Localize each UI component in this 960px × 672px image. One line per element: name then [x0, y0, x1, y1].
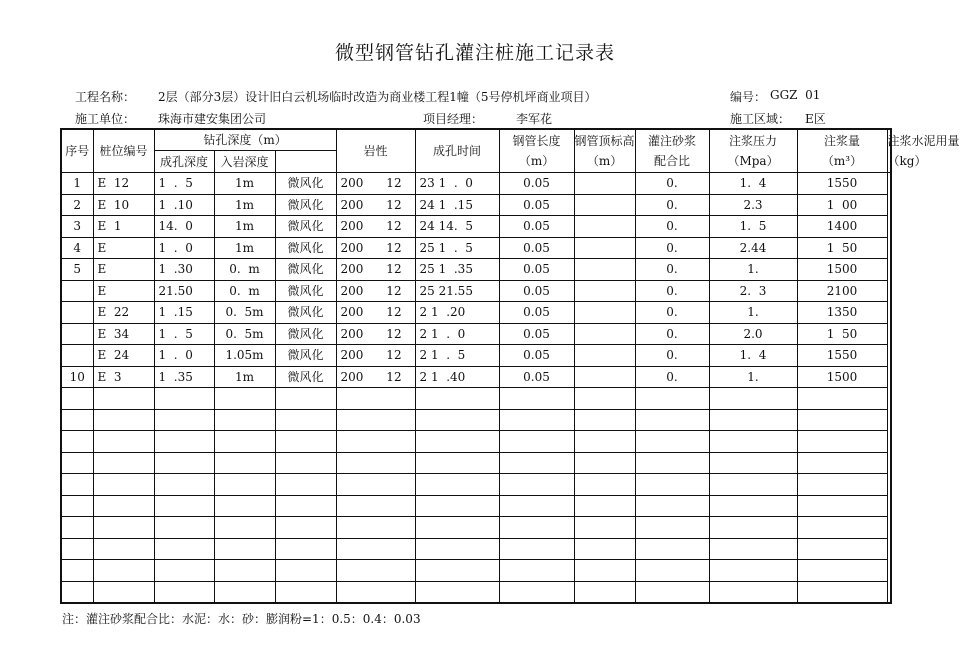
empty-cell	[214, 388, 275, 410]
cell-rock-depth: 1.05m	[214, 345, 275, 367]
cell-rock-type: 微风化	[275, 366, 336, 388]
header-pipe-length-line1: 钢管长度	[512, 134, 561, 148]
empty-cell	[154, 517, 214, 539]
table-row-empty	[61, 495, 891, 517]
cell-mortar-ratio	[574, 237, 635, 259]
cell-mortar-ratio	[574, 194, 635, 216]
empty-cell	[336, 431, 415, 453]
empty-cell	[275, 517, 336, 539]
table-row	[61, 216, 891, 238]
table-row	[61, 259, 891, 281]
empty-cell	[635, 474, 709, 496]
empty-cell	[709, 474, 797, 496]
empty-cell	[93, 431, 154, 453]
empty-cell	[336, 409, 415, 431]
cell-hole-depth: 1 .30	[154, 259, 214, 281]
empty-cell	[574, 495, 635, 517]
empty-cell	[93, 452, 154, 474]
cell-hole-time: 200 12	[336, 259, 415, 281]
empty-cell	[275, 431, 336, 453]
empty-cell	[336, 538, 415, 560]
empty-cell	[499, 495, 574, 517]
header-cement-line2: （kg）	[887, 154, 927, 168]
number-value: GGZ 01	[770, 88, 821, 102]
empty-cell	[574, 388, 635, 410]
cell-grout-volume: 2.0	[709, 323, 797, 345]
header-pipe-top-line1: 钢管顶标高	[574, 134, 635, 148]
empty-cell	[499, 581, 574, 603]
cell-hole-depth: 1 . 0	[154, 345, 214, 367]
footnote: 注：灌注砂浆配合比：水泥：水：砂：膨润粉=1：0.5：0.4：0.03	[62, 612, 421, 626]
empty-cell	[61, 409, 93, 431]
empty-cell	[93, 560, 154, 582]
empty-cell	[499, 452, 574, 474]
cell-mortar-ratio	[574, 216, 635, 238]
empty-cell	[275, 538, 336, 560]
cell-rock-type: 微风化	[275, 280, 336, 302]
empty-cell	[275, 452, 336, 474]
cell-pipe-top-elevation: 0.05	[499, 323, 574, 345]
empty-cell	[93, 581, 154, 603]
empty-cell	[275, 409, 336, 431]
empty-cell	[61, 560, 93, 582]
empty-cell	[154, 474, 214, 496]
empty-cell	[154, 560, 214, 582]
table-row-empty	[61, 452, 891, 474]
empty-cell	[635, 495, 709, 517]
header-seq: 序号	[61, 129, 93, 173]
cell-pipe-length: 23 1 . 0	[415, 173, 499, 195]
cell-hole-time: 200 12	[336, 366, 415, 388]
empty-cell	[336, 388, 415, 410]
cell-seq	[61, 302, 93, 324]
cell-seq: 5	[61, 259, 93, 281]
table-row-empty	[61, 581, 891, 603]
table-row-empty	[61, 560, 891, 582]
empty-cell	[635, 517, 709, 539]
cell-grout-pressure: 0.	[635, 323, 709, 345]
empty-cell	[499, 431, 574, 453]
empty-cell	[574, 581, 635, 603]
cell-hole-depth: 1 . 5	[154, 173, 214, 195]
header-rock-type: 岩性	[336, 129, 415, 173]
empty-cell	[61, 495, 93, 517]
cell-hole-time: 200 12	[336, 302, 415, 324]
cell-pipe-length: 25 1 . 5	[415, 237, 499, 259]
cell-hole-time: 200 12	[336, 323, 415, 345]
empty-cell	[797, 581, 887, 603]
cell-seq: 3	[61, 216, 93, 238]
table-row-empty	[61, 474, 891, 496]
empty-cell	[275, 388, 336, 410]
empty-cell	[415, 560, 499, 582]
empty-cell	[214, 452, 275, 474]
cell-cement-amount: 1500	[797, 366, 887, 388]
table-row	[61, 237, 891, 259]
table-row	[61, 173, 891, 195]
empty-cell	[709, 409, 797, 431]
cell-grout-pressure: 0.	[635, 173, 709, 195]
header-mortar-ratio	[635, 129, 709, 173]
cell-hole-time: 200 12	[336, 280, 415, 302]
empty-cell	[415, 388, 499, 410]
cell-rock-depth: 1m	[214, 237, 275, 259]
cell-grout-pressure: 0.	[635, 216, 709, 238]
empty-cell	[709, 388, 797, 410]
cell-pipe-length: 2 1 .20	[415, 302, 499, 324]
cell-rock-depth: 1m	[214, 173, 275, 195]
cell-rock-type: 微风化	[275, 237, 336, 259]
empty-cell	[214, 495, 275, 517]
cell-grout-pressure: 0.	[635, 366, 709, 388]
empty-cell	[574, 474, 635, 496]
cell-mortar-ratio	[574, 302, 635, 324]
empty-cell	[415, 452, 499, 474]
empty-cell	[154, 538, 214, 560]
table-row-empty	[61, 517, 891, 539]
cell-grout-volume: 1. 4	[709, 345, 797, 367]
cell-cement-amount: 2100	[797, 280, 887, 302]
empty-cell	[499, 517, 574, 539]
table-row	[61, 194, 891, 216]
table-header-row	[61, 129, 891, 151]
empty-cell	[415, 474, 499, 496]
empty-cell	[93, 517, 154, 539]
cell-grout-volume: 2.3	[709, 194, 797, 216]
empty-cell	[61, 517, 93, 539]
empty-cell	[499, 409, 574, 431]
empty-cell	[574, 452, 635, 474]
empty-cell	[635, 431, 709, 453]
cell-seq	[61, 323, 93, 345]
cell-grout-pressure: 0.	[635, 280, 709, 302]
header-mortar-line1: 灌注砂浆	[648, 134, 697, 148]
header-pipe-top-line2: （m）	[586, 154, 623, 168]
cell-rock-depth: 0. 5m	[214, 302, 275, 324]
cell-grout-volume: 1.	[709, 302, 797, 324]
empty-cell	[574, 538, 635, 560]
header-mortar-line2: 配合比	[654, 154, 691, 168]
cell-pipe-top-elevation: 0.05	[499, 216, 574, 238]
project-manager-label: 项目经理：	[423, 112, 484, 126]
empty-cell	[797, 538, 887, 560]
cell-pipe-length: 25 21.55	[415, 280, 499, 302]
header-pile-number: 桩位编号	[93, 129, 154, 173]
empty-cell	[93, 474, 154, 496]
empty-cell	[709, 538, 797, 560]
empty-cell	[709, 517, 797, 539]
empty-cell	[797, 409, 887, 431]
cell-seq: 1	[61, 173, 93, 195]
empty-cell	[635, 560, 709, 582]
cell-rock-type: 微风化	[275, 194, 336, 216]
empty-cell	[61, 538, 93, 560]
cell-rock-depth: 0. 5m	[214, 323, 275, 345]
cell-pipe-top-elevation: 0.05	[499, 173, 574, 195]
empty-cell	[214, 409, 275, 431]
cell-pile-number: E 34	[93, 323, 154, 345]
cell-seq	[61, 345, 93, 367]
cell-pile-number: E	[93, 259, 154, 281]
cell-pipe-top-elevation: 0.05	[499, 194, 574, 216]
cell-mortar-ratio	[574, 259, 635, 281]
construction-unit-value: 珠海市建安集团公司	[158, 112, 267, 126]
cell-pipe-top-elevation: 0.05	[499, 280, 574, 302]
cell-grout-volume: 1. 4	[709, 173, 797, 195]
cell-pipe-top-elevation: 0.05	[499, 366, 574, 388]
empty-cell	[61, 388, 93, 410]
empty-cell	[214, 431, 275, 453]
table-row-empty	[61, 409, 891, 431]
cell-grout-volume: 1.	[709, 366, 797, 388]
cell-rock-type: 微风化	[275, 323, 336, 345]
table-row	[61, 280, 891, 302]
empty-cell	[709, 452, 797, 474]
empty-cell	[709, 431, 797, 453]
cell-pile-number: E 1	[93, 216, 154, 238]
empty-cell	[154, 409, 214, 431]
cell-mortar-ratio	[574, 173, 635, 195]
cell-pipe-length: 24 1 .15	[415, 194, 499, 216]
table-row-empty	[61, 388, 891, 410]
empty-cell	[336, 452, 415, 474]
header-grout-volume	[797, 129, 887, 173]
empty-cell	[635, 581, 709, 603]
empty-cell	[709, 581, 797, 603]
empty-cell	[499, 560, 574, 582]
header-drill-depth: 钻孔深度（m）	[154, 129, 336, 151]
cell-grout-volume: 1. 5	[709, 216, 797, 238]
cell-hole-depth: 1 . 5	[154, 323, 214, 345]
empty-cell	[415, 517, 499, 539]
header-hole-time: 成孔时间	[415, 129, 499, 173]
empty-cell	[415, 581, 499, 603]
page-title: 微型钢管钻孔灌注桩施工记录表	[334, 42, 615, 64]
empty-cell	[635, 409, 709, 431]
cell-rock-depth: 1m	[214, 366, 275, 388]
cell-rock-type: 微风化	[275, 259, 336, 281]
cell-cement-amount: 1350	[797, 302, 887, 324]
cell-hole-time: 200 12	[336, 216, 415, 238]
cell-pile-number: E 12	[93, 173, 154, 195]
cell-pile-number: E	[93, 237, 154, 259]
cell-seq: 2	[61, 194, 93, 216]
header-pipe-top-elevation	[574, 129, 635, 173]
empty-cell	[797, 474, 887, 496]
cell-mortar-ratio	[574, 323, 635, 345]
cell-mortar-ratio	[574, 280, 635, 302]
cell-pile-number: E 22	[93, 302, 154, 324]
cell-pipe-top-elevation: 0.05	[499, 302, 574, 324]
header-hole-depth: 成孔深度	[154, 151, 214, 173]
empty-cell	[61, 474, 93, 496]
cell-pipe-length: 2 1 . 5	[415, 345, 499, 367]
empty-cell	[415, 431, 499, 453]
project-manager-value: 李军花	[516, 112, 553, 126]
empty-cell	[635, 388, 709, 410]
cell-pile-number: E 3	[93, 366, 154, 388]
empty-cell	[797, 517, 887, 539]
empty-cell	[415, 538, 499, 560]
cell-pipe-length: 2 1 .40	[415, 366, 499, 388]
cell-pipe-top-elevation: 0.05	[499, 259, 574, 281]
empty-cell	[93, 495, 154, 517]
empty-cell	[499, 388, 574, 410]
empty-cell	[499, 474, 574, 496]
empty-cell	[275, 495, 336, 517]
empty-cell	[154, 495, 214, 517]
cell-cement-amount: 1500	[797, 259, 887, 281]
construction-record-table	[60, 128, 960, 604]
cell-rock-depth: 0. m	[214, 280, 275, 302]
empty-cell	[797, 560, 887, 582]
cell-hole-time: 200 12	[336, 345, 415, 367]
table-row-empty	[61, 431, 891, 453]
cell-hole-depth: 14. 0	[154, 216, 214, 238]
cell-seq: 4	[61, 237, 93, 259]
empty-cell	[574, 409, 635, 431]
empty-cell	[154, 388, 214, 410]
empty-cell	[797, 388, 887, 410]
empty-cell	[336, 474, 415, 496]
project-name-label: 工程名称：	[75, 90, 136, 104]
cell-pipe-top-elevation: 0.05	[499, 237, 574, 259]
empty-cell	[275, 474, 336, 496]
cell-seq	[61, 280, 93, 302]
construction-area-label: 施工区域：	[730, 112, 791, 126]
empty-cell	[61, 452, 93, 474]
table-row	[61, 323, 891, 345]
cell-hole-depth: 1 . 0	[154, 237, 214, 259]
empty-cell	[214, 474, 275, 496]
cell-cement-amount: 1 00	[797, 194, 887, 216]
header-cement-line1: 注浆水泥用量	[887, 134, 960, 148]
cell-grout-pressure: 0.	[635, 302, 709, 324]
cell-pipe-top-elevation: 0.05	[499, 345, 574, 367]
cell-rock-depth: 1m	[214, 194, 275, 216]
empty-cell	[635, 452, 709, 474]
header-grout-pressure	[709, 129, 797, 173]
empty-cell	[275, 581, 336, 603]
cell-pile-number: E 10	[93, 194, 154, 216]
cell-hole-depth: 1 .35	[154, 366, 214, 388]
empty-cell	[574, 431, 635, 453]
table-row	[61, 366, 891, 388]
cell-pile-number: E	[93, 280, 154, 302]
table-row-empty	[61, 538, 891, 560]
empty-cell	[336, 517, 415, 539]
empty-cell	[336, 495, 415, 517]
empty-cell	[214, 517, 275, 539]
empty-cell	[61, 431, 93, 453]
cell-hole-time: 200 12	[336, 173, 415, 195]
empty-cell	[214, 560, 275, 582]
cell-grout-volume: 2. 3	[709, 280, 797, 302]
cell-cement-amount: 1550	[797, 345, 887, 367]
table-row	[61, 302, 891, 324]
cell-pipe-length: 2 1 . 0	[415, 323, 499, 345]
empty-cell	[574, 560, 635, 582]
empty-cell	[797, 495, 887, 517]
cell-grout-pressure: 0.	[635, 194, 709, 216]
cell-hole-depth: 1 .10	[154, 194, 214, 216]
header-pipe-length	[499, 129, 574, 173]
header-pressure-line2: （Mpa）	[727, 154, 779, 168]
empty-cell	[93, 388, 154, 410]
empty-cell	[154, 452, 214, 474]
empty-cell	[214, 538, 275, 560]
empty-cell	[275, 560, 336, 582]
empty-cell	[214, 581, 275, 603]
empty-cell	[797, 452, 887, 474]
empty-cell	[635, 538, 709, 560]
cell-mortar-ratio	[574, 366, 635, 388]
cell-hole-time: 200 12	[336, 237, 415, 259]
header-rock-depth: 入岩深度	[214, 151, 275, 173]
empty-cell	[709, 495, 797, 517]
cell-hole-depth: 21.50	[154, 280, 214, 302]
empty-cell	[336, 581, 415, 603]
cell-grout-pressure: 0.	[635, 237, 709, 259]
cell-cement-amount: 1550	[797, 173, 887, 195]
construction-area-value: E区	[805, 112, 826, 126]
cell-rock-type: 微风化	[275, 345, 336, 367]
construction-unit-label: 施工单位：	[75, 112, 136, 126]
table-row	[61, 345, 891, 367]
cell-rock-type: 微风化	[275, 216, 336, 238]
empty-cell	[336, 560, 415, 582]
empty-cell	[415, 495, 499, 517]
cell-grout-volume: 1.	[709, 259, 797, 281]
header-grout-line2: （m³）	[821, 154, 863, 168]
cell-pipe-length: 24 14. 5	[415, 216, 499, 238]
empty-cell	[574, 517, 635, 539]
number-label: 编号：	[730, 90, 767, 104]
empty-cell	[709, 560, 797, 582]
cell-grout-pressure: 0.	[635, 259, 709, 281]
empty-cell	[93, 538, 154, 560]
empty-cell	[415, 409, 499, 431]
empty-cell	[93, 409, 154, 431]
cell-rock-type: 微风化	[275, 302, 336, 324]
project-name-value: 2层（部分3层）设计旧白云机场临时改造为商业楼工程1幢（5号停机坪商业项目）	[158, 90, 597, 104]
cell-cement-amount: 1 50	[797, 237, 887, 259]
cell-mortar-ratio	[574, 345, 635, 367]
header-grout-line1: 注浆量	[824, 134, 861, 148]
empty-cell	[61, 581, 93, 603]
cell-pipe-length: 25 1 .35	[415, 259, 499, 281]
empty-cell	[797, 431, 887, 453]
cell-seq: 10	[61, 366, 93, 388]
cell-rock-type: 微风化	[275, 173, 336, 195]
cell-hole-time: 200 12	[336, 194, 415, 216]
header-pressure-line1: 注浆压力	[729, 134, 778, 148]
cell-rock-depth: 1m	[214, 216, 275, 238]
cell-pile-number: E 24	[93, 345, 154, 367]
header-cement-amount	[887, 129, 960, 173]
cell-cement-amount: 1400	[797, 216, 887, 238]
cell-cement-amount: 1 50	[797, 323, 887, 345]
cell-grout-volume: 2.44	[709, 237, 797, 259]
empty-cell	[154, 431, 214, 453]
header-pipe-length-line2: （m）	[518, 154, 555, 168]
empty-cell	[499, 538, 574, 560]
cell-grout-pressure: 0.	[635, 345, 709, 367]
cell-hole-depth: 1 .15	[154, 302, 214, 324]
empty-cell	[154, 581, 214, 603]
cell-rock-depth: 0. m	[214, 259, 275, 281]
